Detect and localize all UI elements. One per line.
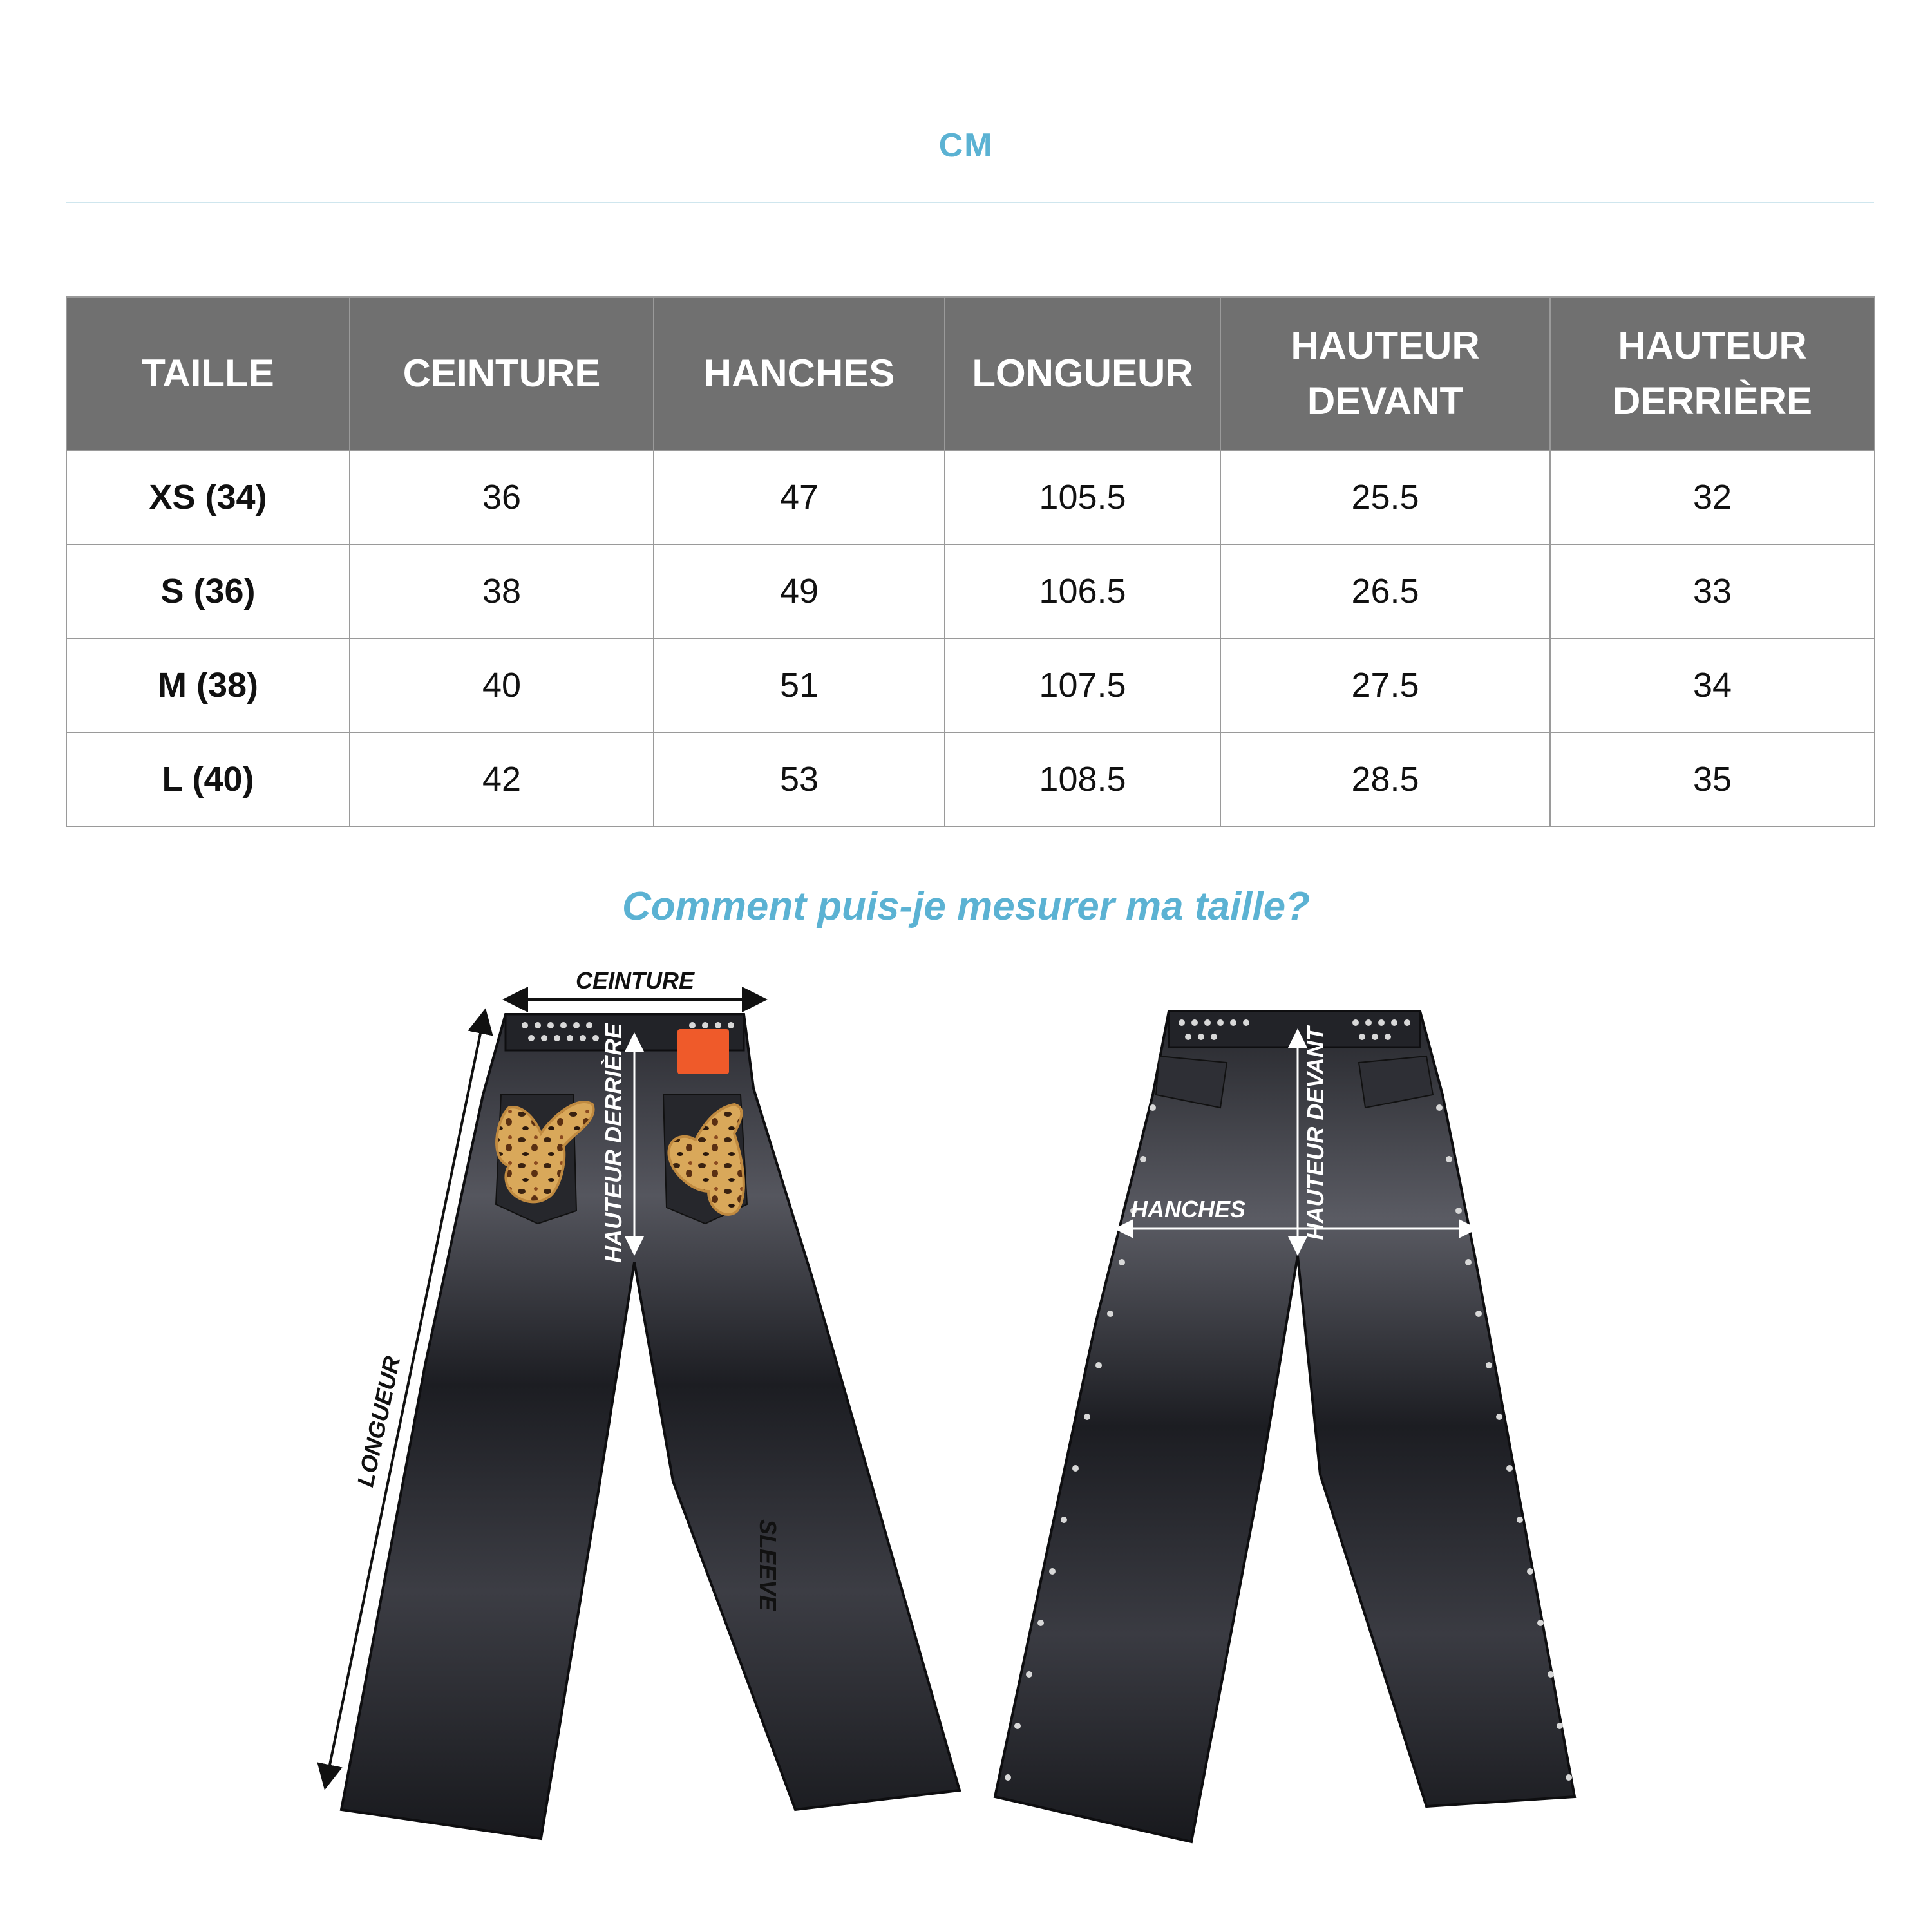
col-header: TAILLE (66, 297, 350, 450)
measure-heading: Comment puis-je mesurer ma taille? (621, 884, 1311, 929)
leather-patch (677, 1029, 729, 1074)
size-cell: S (36) (66, 544, 350, 638)
table-cell: 25.5 (1220, 450, 1550, 544)
front-rise-label: HAUTEUR DEVANT (1302, 1027, 1329, 1240)
table-cell: 42 (350, 732, 654, 826)
divider (66, 202, 1874, 203)
size-table (66, 296, 1875, 827)
waist-label: CEINTURE (575, 967, 695, 994)
table-row (66, 544, 1875, 638)
col-header: HANCHES (654, 297, 945, 450)
table-row (66, 732, 1875, 826)
table-cell: 35 (1550, 732, 1875, 826)
table-cell: 33 (1550, 544, 1875, 638)
table-cell: 49 (654, 544, 945, 638)
size-cell: L (40) (66, 732, 350, 826)
length-label: LONGUEUR (352, 1354, 406, 1490)
table-cell: 38 (350, 544, 654, 638)
table-cell: 36 (350, 450, 654, 544)
table-cell: 51 (654, 638, 945, 732)
table-cell: 40 (350, 638, 654, 732)
table-header-row (66, 297, 1875, 450)
col-header: CEINTURE (350, 297, 654, 450)
jeans-back-view (341, 1014, 960, 1839)
hips-label: HANCHES (1130, 1196, 1246, 1222)
back-rise-label: HAUTEUR DERRIÈRE (600, 1023, 627, 1264)
table-cell: 28.5 (1220, 732, 1550, 826)
table-cell: 53 (654, 732, 945, 826)
col-header: LONGUEUR (945, 297, 1220, 450)
jeans-front-view (995, 1011, 1575, 1842)
table-cell: 34 (1550, 638, 1875, 732)
sleeve-label: SLEEVE (755, 1519, 781, 1611)
table-cell: 106.5 (945, 544, 1220, 638)
table-cell: 27.5 (1220, 638, 1550, 732)
size-cell: M (38) (66, 638, 350, 732)
size-cell: XS (34) (66, 450, 350, 544)
table-cell: 32 (1550, 450, 1875, 544)
table-row (66, 450, 1875, 544)
table-cell: 105.5 (945, 450, 1220, 544)
table-cell: 108.5 (945, 732, 1220, 826)
col-header: HAUTEUR DERRIÈRE (1550, 297, 1875, 450)
table-cell: 26.5 (1220, 544, 1550, 638)
jeans-diagram (0, 953, 1932, 1919)
unit-label: CM (938, 127, 994, 164)
col-header: HAUTEUR DEVANT (1220, 297, 1550, 450)
table-row (66, 638, 1875, 732)
table-cell: 107.5 (945, 638, 1220, 732)
table-cell: 47 (654, 450, 945, 544)
